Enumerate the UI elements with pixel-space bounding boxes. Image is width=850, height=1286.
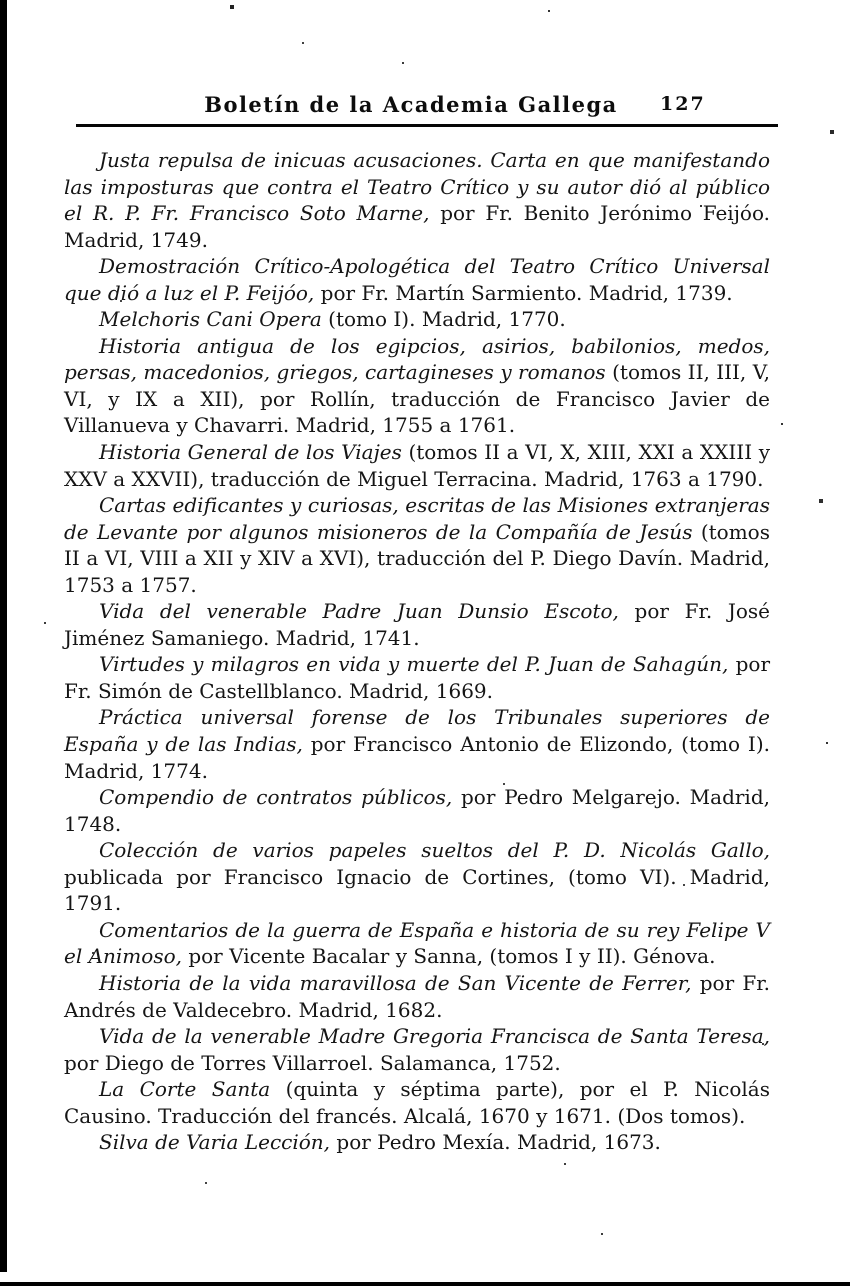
bibliography-entry bbox=[64, 1129, 770, 1156]
journal-title: Boletín de la Academia Gallega bbox=[204, 92, 618, 117]
bibliography-entry bbox=[64, 253, 770, 306]
entry-publication-info: por Fr. Simón de Castellblanco. Madrid, 1669. bbox=[64, 652, 770, 703]
scan-bottom-line bbox=[0, 1282, 850, 1286]
entry-title: Compendio de contratos públicos, bbox=[99, 785, 453, 810]
entry-title: Historia antigua de los egipcios, asirios, babilonios, medos, persas, macedonios, griegos, cartagineses y romanos bbox=[64, 333, 770, 385]
entry-title: Melchoris Cani Opera bbox=[99, 307, 322, 332]
page-number: 127 bbox=[660, 93, 706, 115]
entry-publication-info: por Pedro Melgarejo. Madrid, 1748. bbox=[64, 785, 770, 836]
entry-publication-info: (tomos II a VI, VIII a XII y XIV a XVI), traducción del P. Diego Davín. Madrid, 1753 a 1757. bbox=[64, 519, 770, 597]
entry-publication-info: por Diego de Torres Villarroel. Salamanca, 1752. bbox=[64, 1050, 561, 1075]
bibliography-list bbox=[64, 147, 770, 1156]
bibliography-entry bbox=[64, 784, 770, 837]
entry-publication-info: publicada por Francisco Ignacio de Cortines, (tomo VI). Madrid, 1791. bbox=[64, 864, 770, 916]
entry-publication-info: por Pedro Mexía. Madrid, 1673. bbox=[330, 1130, 661, 1155]
entry-title: Historia de la vida maravillosa de San Vicente de Ferrer, bbox=[99, 970, 692, 995]
header-rule bbox=[76, 124, 778, 127]
entry-title: Práctica universal forense de los Tribunales superiores de España y de las Indias, bbox=[64, 705, 770, 757]
entry-publication-info: (tomos II a VI, X, XIII, XXI a XXIII y XXV a XXVII), traducción de Miguel Terracina. Madrid, 1763 a 1790. bbox=[64, 440, 770, 491]
entry-title: Justa repulsa de inicuas acusaciones. Carta en que manifestando las imposturas que contra el Teatro Crítico y su autor dió al público el R. P. Fr. Francisco Soto Marne, bbox=[64, 148, 770, 226]
entry-title: Virtudes y milagros en vida y muerte del P. Juan de Sahagún, bbox=[99, 652, 729, 677]
entry-publication-info: por Vicente Bacalar y Sanna, (tomos I y II). Génova. bbox=[181, 944, 716, 969]
entry-publication-info: (tomo I). Madrid, 1770. bbox=[321, 307, 566, 332]
scan-edge-bar bbox=[0, 0, 7, 1272]
bibliography-entry bbox=[64, 970, 770, 1023]
bibliography-entry bbox=[64, 439, 770, 492]
entry-title: Vida de la venerable Madre Gregoria Francisca de Santa Teresa, bbox=[99, 1024, 770, 1049]
entry-title: La Corte Santa bbox=[99, 1077, 271, 1102]
entry-title: Historia General de los Viajes bbox=[99, 440, 402, 465]
entry-title: Cartas edificantes y curiosas, escritas de las Misiones extranjeras de Levante por algunos misioneros de la Compañía de Jesús bbox=[64, 493, 770, 544]
entry-publication-info: por Francisco Antonio de Elizondo, (tomo I). Madrid, 1774. bbox=[64, 732, 770, 783]
bibliography-entry bbox=[64, 598, 770, 651]
entry-publication-info: por Fr. Benito Jerónimo Feijóo. Madrid, 1749. bbox=[64, 201, 770, 252]
entry-publication-info: (quinta y séptima parte), por el P. Nicolás Causino. Traducción del francés. Alcalá, 1670 y 1671. (Dos tomos). bbox=[64, 1077, 770, 1128]
entry-title: Demostración Crítico-Apologética del Teatro Crítico Universal que dió a luz el P. Feijóo, bbox=[64, 254, 770, 305]
bibliography-entry bbox=[64, 837, 770, 917]
bibliography-entry bbox=[64, 1076, 770, 1129]
entry-title: Silva de Varia Lección, bbox=[99, 1130, 331, 1155]
bibliography-entry bbox=[64, 492, 770, 598]
bibliography-entry bbox=[64, 333, 770, 439]
bibliography-entry bbox=[64, 1023, 770, 1076]
entry-publication-info: por Fr. Andrés de Valdecebro. Madrid, 1682. bbox=[64, 970, 771, 1022]
bibliography-entry bbox=[64, 917, 770, 970]
entry-publication-info: por Fr. José Jiménez Samaniego. Madrid, 1741. bbox=[64, 599, 770, 650]
bibliography-entry bbox=[64, 651, 770, 704]
entry-title: Colección de varios papeles sueltos del P. D. Nicolás Gallo, bbox=[99, 838, 770, 863]
page-header bbox=[64, 92, 778, 122]
entry-publication-info: (tomos II, III, V, VI, y IX a XII), por Rollín, traducción de Francisco Javier de Villanueva y Chavarri. Madrid, 1755 a 1761. bbox=[64, 360, 770, 438]
entry-title: Vida del venerable Padre Juan Dunsio Escoto, bbox=[99, 599, 619, 624]
bibliography-entry bbox=[64, 306, 770, 333]
bibliography-entry bbox=[64, 704, 770, 784]
entry-publication-info: por Fr. Martín Sarmiento. Madrid, 1739. bbox=[314, 280, 733, 305]
entry-title: Comentarios de la guerra de España e historia de su rey Felipe V el Animoso, bbox=[64, 917, 770, 969]
bibliography-entry bbox=[64, 147, 770, 253]
scan-speckles bbox=[0, 0, 2, 2]
